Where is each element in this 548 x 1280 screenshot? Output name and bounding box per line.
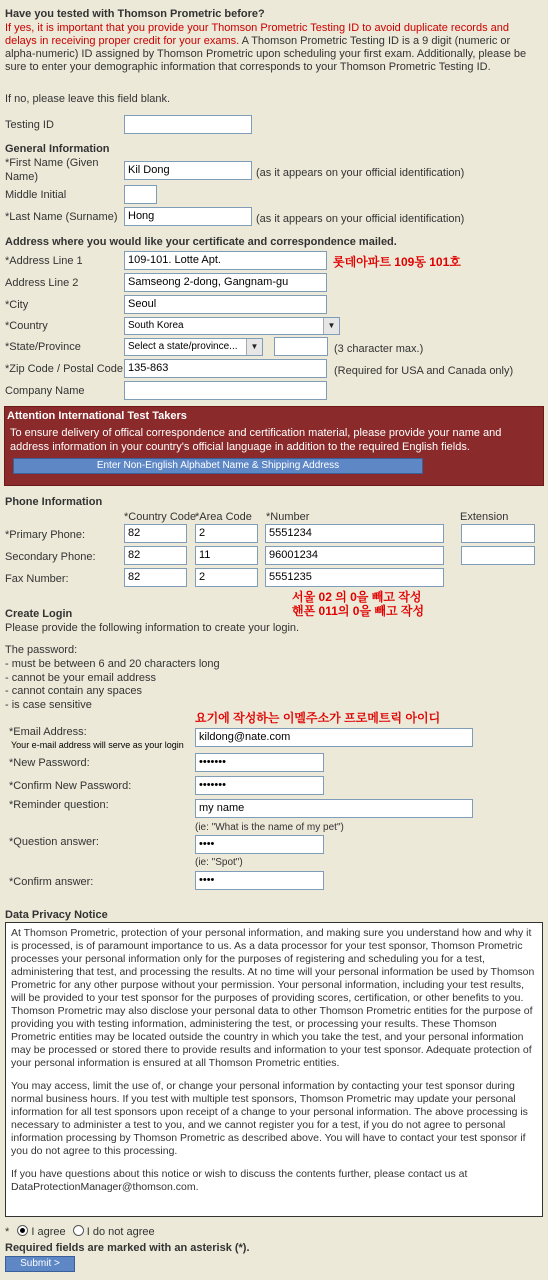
secondary-number-input[interactable]: 96001234	[265, 546, 444, 565]
reminder-question-label: *Reminder question:	[9, 799, 109, 811]
phone-col-country: *Country Code	[124, 511, 197, 523]
primary-number-input[interactable]: 5551234	[265, 524, 444, 543]
reminder-question-hint: (ie: "What is the name of my pet")	[195, 822, 344, 833]
first-name-input[interactable]: Kil Dong	[124, 161, 252, 180]
phone-col-number: *Number	[266, 511, 310, 523]
first-name-label-cont: Name)	[5, 171, 39, 183]
email-input[interactable]: kildong@nate.com	[195, 728, 473, 747]
phone-col-extension: Extension	[460, 511, 509, 523]
primary-phone-label: *Primary Phone:	[5, 529, 86, 541]
state-other-input[interactable]	[274, 337, 328, 356]
state-label: *State/Province	[5, 341, 81, 353]
non-english-address-button[interactable]: Enter Non-English Alphabet Name & Shipping Address	[13, 458, 423, 474]
phone-col-area: *Area Code	[195, 511, 252, 523]
city-label: *City	[5, 299, 29, 311]
password-rule: - must be between 6 and 20 characters long	[5, 658, 220, 670]
privacy-paragraph: You may access, limit the use of, or change your personal information by contacting your test sponsor during normal business hours. If you test with multiple test sponsors, Thomson Prometric may update your personal information for all test sponsors upon receipt of a change to your personal information. The above processing is necessary to administer a test to you, and we cannot register you for a test, if you do not agree to personal information processing by Thomson Prometric as described above. You will have to contact your test sponsor if you do not agree to this processing.	[11, 1080, 528, 1157]
first-name-label: *First Name (Given	[5, 157, 99, 169]
login-intro: Please provide the following information to create your login.	[5, 622, 300, 634]
last-name-note: (as it appears on your official identification)	[256, 213, 465, 225]
address-line1-label: *Address Line 1	[5, 255, 83, 267]
chevron-down-icon: ▼	[246, 339, 262, 355]
required-asterisk: *	[5, 1226, 10, 1238]
secondary-phone-label: Secondary Phone:	[5, 551, 96, 563]
international-notice-text-2: address information in your country's official language in addition to the required English fields.	[10, 441, 470, 453]
zip-label: *Zip Code / Postal Code	[5, 363, 124, 375]
disagree-radio[interactable]	[73, 1225, 84, 1236]
address-heading: Address where you would like your certificate and correspondence mailed.	[5, 236, 397, 248]
address-line2-input[interactable]: Samseong 2-dong, Gangnam-gu	[124, 273, 327, 292]
country-select[interactable]	[124, 317, 340, 335]
middle-initial-input[interactable]	[124, 185, 157, 204]
international-notice-box	[4, 406, 544, 486]
privacy-consent-row	[5, 1225, 155, 1239]
country-selected-value: South Korea	[128, 320, 184, 331]
email-sublabel: Your e-mail address will serve as your login	[11, 740, 184, 750]
phone-heading: Phone Information	[5, 496, 103, 508]
address-line1-korean-note: 롯데아파트 109동 101호	[333, 255, 461, 269]
submit-button[interactable]: Submit >	[5, 1256, 75, 1272]
privacy-paragraph: If you have questions about this notice or wish to discuss the contents further, please contact us at DataProtectionManager@thomson.com.	[11, 1168, 468, 1193]
new-password-label: *New Password:	[9, 757, 90, 769]
password-rule: - is case sensitive	[5, 699, 92, 711]
intro-normal-text: A Thomson Prometric Testing ID is a 9 digit (numeric or alpha-numeric) ID assigned by Thomson Prometric upon scheduling your first exam. Additionally, please be sure to enter your demographic information that corresponds to your Thomson Prometric Testing ID.	[5, 35, 527, 73]
state-selected-value: Select a state/province...	[128, 341, 238, 352]
confirm-password-label: *Confirm New Password:	[9, 780, 132, 792]
country-label: *Country	[5, 320, 48, 332]
zip-input[interactable]: 135-863	[124, 359, 327, 378]
primary-extension-input[interactable]	[461, 524, 535, 543]
company-input[interactable]	[124, 381, 327, 400]
primary-area-input[interactable]: 2	[195, 524, 258, 543]
testing-id-label: Testing ID	[5, 119, 54, 131]
password-rules-title: The password:	[5, 644, 78, 656]
general-heading: General Information	[5, 143, 110, 155]
fax-number-input[interactable]: 5551235	[265, 568, 444, 587]
intro-blank-note: If no, please leave this field blank.	[5, 93, 171, 105]
intro-red-text: If yes, it is important that you provide your Thomson Prometric Testing ID to avoid duplicate records and delays in receiving proper credit for your exams.	[5, 22, 510, 47]
secondary-area-input[interactable]: 11	[195, 546, 258, 565]
login-heading: Create Login	[5, 608, 73, 620]
phone-korean-note-1: 서울 02 의 0을 빼고 작성	[292, 590, 422, 604]
disagree-label[interactable]: I do not agree	[86, 1226, 155, 1238]
agree-radio[interactable]	[17, 1225, 28, 1236]
reminder-question-input[interactable]: my name	[195, 799, 473, 818]
international-notice-title: Attention International Test Takers	[7, 410, 187, 422]
first-name-note: (as it appears on your official identification)	[256, 167, 465, 179]
question-answer-input[interactable]: ••••	[195, 835, 324, 854]
state-note: (3 character max.)	[334, 343, 424, 355]
privacy-heading: Data Privacy Notice	[5, 909, 108, 921]
privacy-notice-box	[5, 922, 543, 1217]
privacy-paragraph: At Thomson Prometric, protection of your personal information, and making sure you understand how and why it is processed, is of paramount importance to us. As a data processor for your test sponsor, Thomson Prometric processes your personal information only for the purposes of registering and scheduling you for a test, administering that test, and processing the results. At no time will your personal information be used by Thomson Prometric for any other purpose without your permission. Your personal information, including your test results, will be provided to your test sponsor for the purposes of providing scores, certification, or other benefits to you. Thomson Prometric may also disclose your personal data to other Thomson Prometric entities for the purpose of providing you with testing information, administering the test, or processing your results. These Thomson Prometric entities may be located outside the country in which you take the test, and your personal information may be processed or stored there to provide results and information to your test sponsor. Adequate protection of your personal information is ensured at all Thomson Prometric entities.	[11, 927, 535, 1069]
required-fields-note: Required fields are marked with an asterisk (*).	[5, 1242, 250, 1254]
intro-paragraph	[5, 22, 543, 74]
password-rule: - cannot contain any spaces	[5, 685, 142, 697]
last-name-input[interactable]: Hong	[124, 207, 252, 226]
testing-id-input[interactable]	[124, 115, 252, 134]
password-rule: - cannot be your email address	[5, 672, 157, 684]
email-label: *Email Address:	[9, 726, 87, 738]
middle-initial-label: Middle Initial	[5, 189, 67, 201]
state-select[interactable]	[124, 338, 263, 356]
primary-country-input[interactable]: 82	[124, 524, 187, 543]
chevron-down-icon: ▼	[323, 318, 339, 334]
secondary-country-input[interactable]: 82	[124, 546, 187, 565]
address-line2-label: Address Line 2	[5, 277, 79, 289]
company-label: Company Name	[5, 385, 85, 397]
login-korean-note: 요기에 작성하는 이멜주소가 프로메트릭 아이디	[195, 711, 441, 725]
intro-heading: Have you tested with Thomson Prometric before?	[5, 8, 265, 20]
confirm-password-input[interactable]: •••••••	[195, 776, 324, 795]
new-password-input[interactable]: •••••••	[195, 753, 324, 772]
international-notice-text-1: To ensure delivery of offical correspondence and certification material, please provide your name and	[10, 427, 502, 439]
confirm-answer-label: *Confirm answer:	[9, 876, 94, 888]
fax-country-input[interactable]: 82	[124, 568, 187, 587]
city-input[interactable]: Seoul	[124, 295, 327, 314]
phone-korean-note-2: 핸폰 011의 0을 빼고 작성	[292, 604, 425, 618]
confirm-answer-input[interactable]: ••••	[195, 871, 324, 890]
fax-label: Fax Number:	[5, 573, 69, 585]
fax-area-input[interactable]: 2	[195, 568, 258, 587]
question-answer-hint: (ie: "Spot")	[195, 857, 243, 868]
last-name-label: *Last Name (Surname)	[5, 211, 118, 223]
question-answer-label: *Question answer:	[9, 836, 99, 848]
address-line1-input[interactable]: 109-101. Lotte Apt.	[124, 251, 327, 270]
zip-note: (Required for USA and Canada only)	[334, 365, 514, 377]
agree-label[interactable]: I agree	[31, 1226, 66, 1238]
secondary-extension-input[interactable]	[461, 546, 535, 565]
